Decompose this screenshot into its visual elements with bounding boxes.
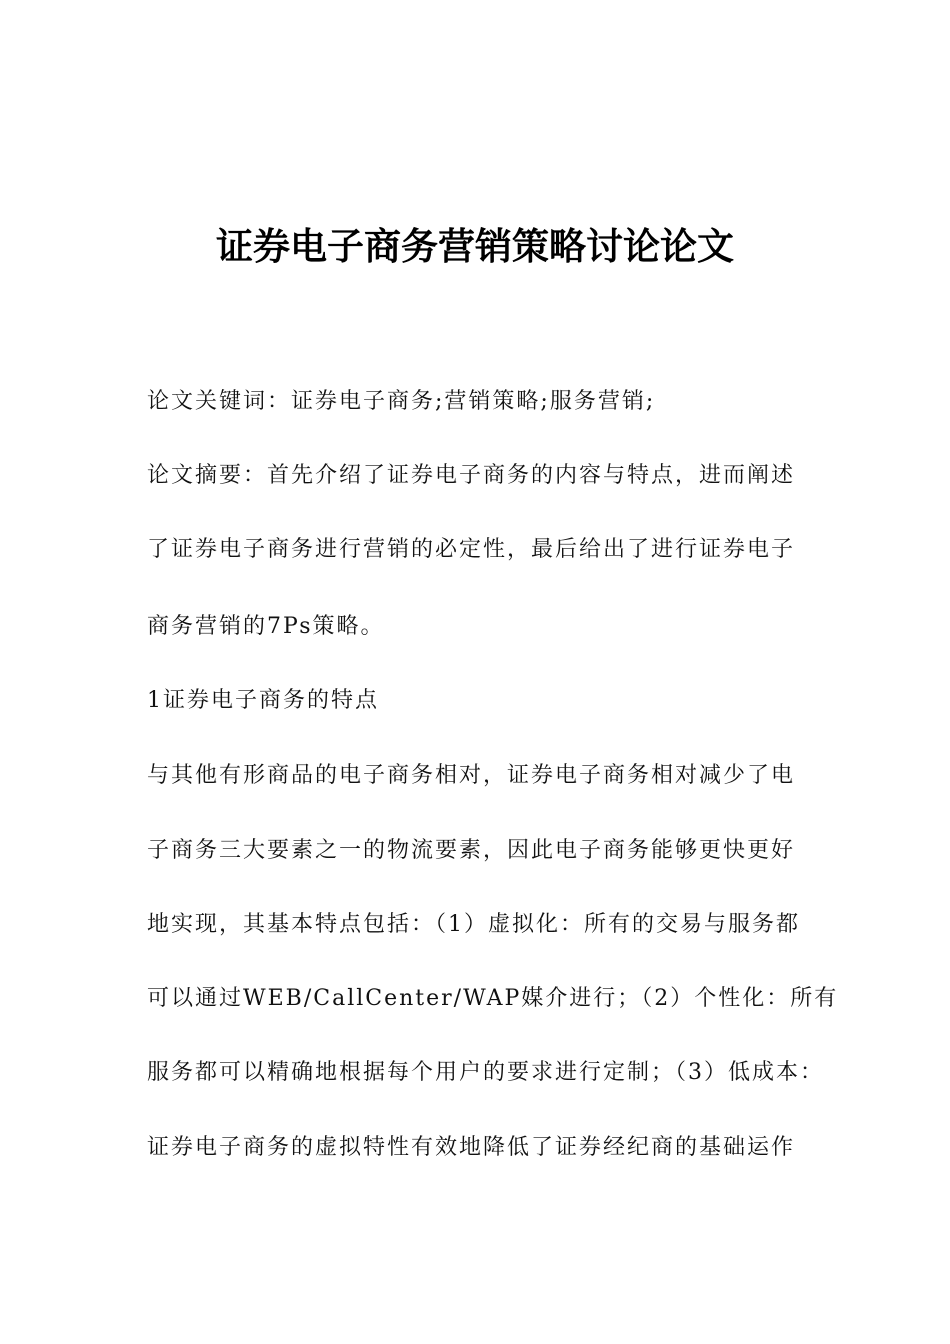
body-line-1: 与其他有形商品的电子商务相对，证券电子商务相对减少了电 [147,763,796,788]
abstract-line-3: 商务营销的7Ps策略。 [147,614,385,639]
document-title: 证券电子商务营销策略讨论论文 [216,225,734,268]
section-heading: 1证券电子商务的特点 [147,688,379,713]
abstract-line-1: 论文摘要：首先介绍了证券电子商务的内容与特点，进而阐述 [147,463,796,488]
body-line-6: 证券电子商务的虚拟特性有效地降低了证券经纪商的基础运作 [147,1135,796,1160]
body-line-3: 地实现，其基本特点包括：（1）虚拟化：所有的交易与服务都 [147,912,800,937]
abstract-line-2: 了证券电子商务进行营销的必定性，最后给出了进行证券电子 [147,537,796,562]
keywords-line: 论文关键词：证券电子商务;营销策略;服务营销; [147,389,656,414]
body-line-2: 子商务三大要素之一的物流要素，因此电子商务能够更快更好 [147,838,796,863]
body-line-4: 可以通过WEB/CallCenter/WAP媒介进行；（2）个性化：所有 [147,986,839,1011]
body-line-5: 服务都可以精确地根据每个用户的要求进行定制；（3）低成本： [147,1060,824,1085]
